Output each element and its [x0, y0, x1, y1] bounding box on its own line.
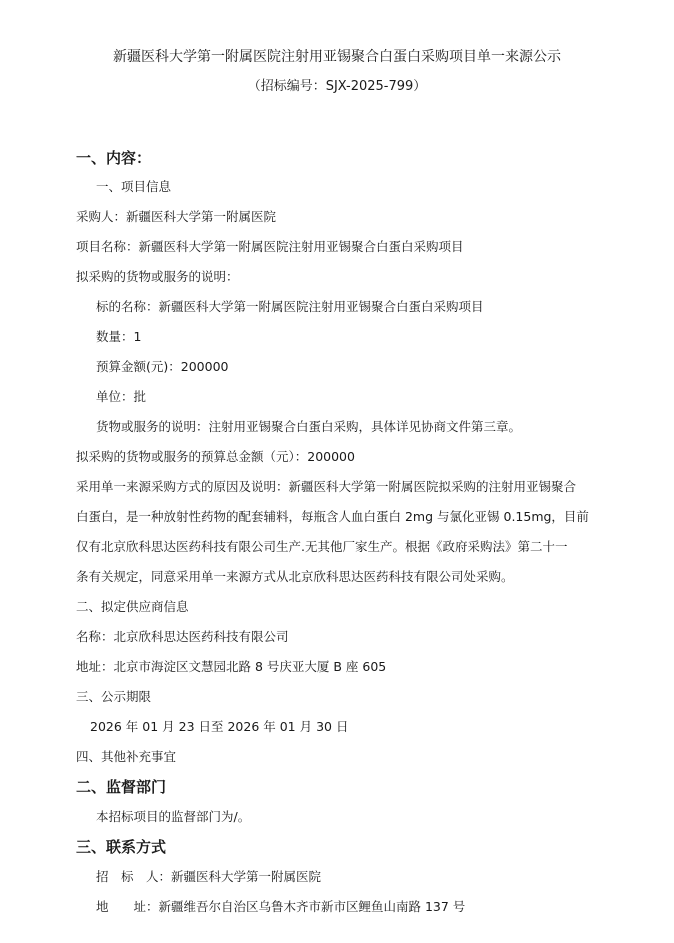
section-supervision-heading: 二、监督部门 — [76, 778, 167, 796]
subject-name: 标的名称：新疆医科大学第一附属医院注射用亚锡聚合白蛋白采购项目 — [96, 299, 484, 314]
project-name: 项目名称：新疆医科大学第一附属医院注射用亚锡聚合白蛋白采购项目 — [76, 239, 464, 254]
tender-number: （招标编号：SJX-2025-799） — [247, 79, 427, 94]
section-contact-heading: 三、联系方式 — [76, 838, 167, 856]
supplier-address: 地址：北京市海淀区文慧园北路 8 号庆亚大厦 B 座 605 — [76, 659, 387, 674]
supplier-heading: 二、拟定供应商信息 — [76, 599, 189, 614]
goods-desc: 货物或服务的说明：注射用亚锡聚合白蛋白采购，具体详见协商文件第三章。 — [96, 419, 522, 434]
purchaser: 采购人：新疆医科大学第一附属医院 — [76, 209, 277, 224]
unit: 单位：批 — [96, 389, 147, 404]
reason-line: 白蛋白，是一种放射性药物的配套辅料，每瓶含人血白蛋白 2mg 与氯化亚锡 0.15mg，目前 — [76, 509, 589, 524]
reason-line: 条有关规定，同意采用单一来源方式从北京欣科思达医药科技有限公司处采购。 — [76, 569, 514, 584]
reason-line: 仅有北京欣科思达医药科技有限公司生产.无其他厂家生产。根据《政府采购法》第二十一 — [76, 539, 568, 554]
reason-line: 采用单一来源采购方式的原因及说明：新疆医科大学第一附属医院拟采购的注射用亚锡聚合 — [76, 479, 577, 494]
quantity: 数量：1 — [96, 329, 142, 344]
period: 2026 年 01 月 23 日至 2026 年 01 月 30 日 — [90, 719, 349, 734]
project-info-heading: 一、项目信息 — [96, 179, 172, 194]
contact-address: 地 址：新疆维吾尔自治区乌鲁木齐市新市区鲤鱼山南路 137 号 — [96, 899, 466, 914]
period-heading: 三、公示期限 — [76, 689, 152, 704]
page-title: 新疆医科大学第一附属医院注射用亚锡聚合白蛋白采购项目单一来源公示 — [113, 49, 561, 65]
budget: 预算金额(元)：200000 — [96, 359, 229, 374]
supplier-name: 名称：北京欣科思达医药科技有限公司 — [76, 629, 289, 644]
section-content-heading: 一、内容： — [76, 149, 152, 167]
goods-desc-heading: 拟采购的货物或服务的说明： — [76, 269, 239, 284]
contact-tenderer: 招 标 人：新疆医科大学第一附属医院 — [96, 869, 322, 884]
supervision-text: 本招标项目的监督部门为/。 — [96, 809, 251, 824]
total-budget: 拟采购的货物或服务的预算总金额（元）：200000 — [76, 449, 355, 464]
other-heading: 四、其他补充事宜 — [76, 749, 177, 764]
